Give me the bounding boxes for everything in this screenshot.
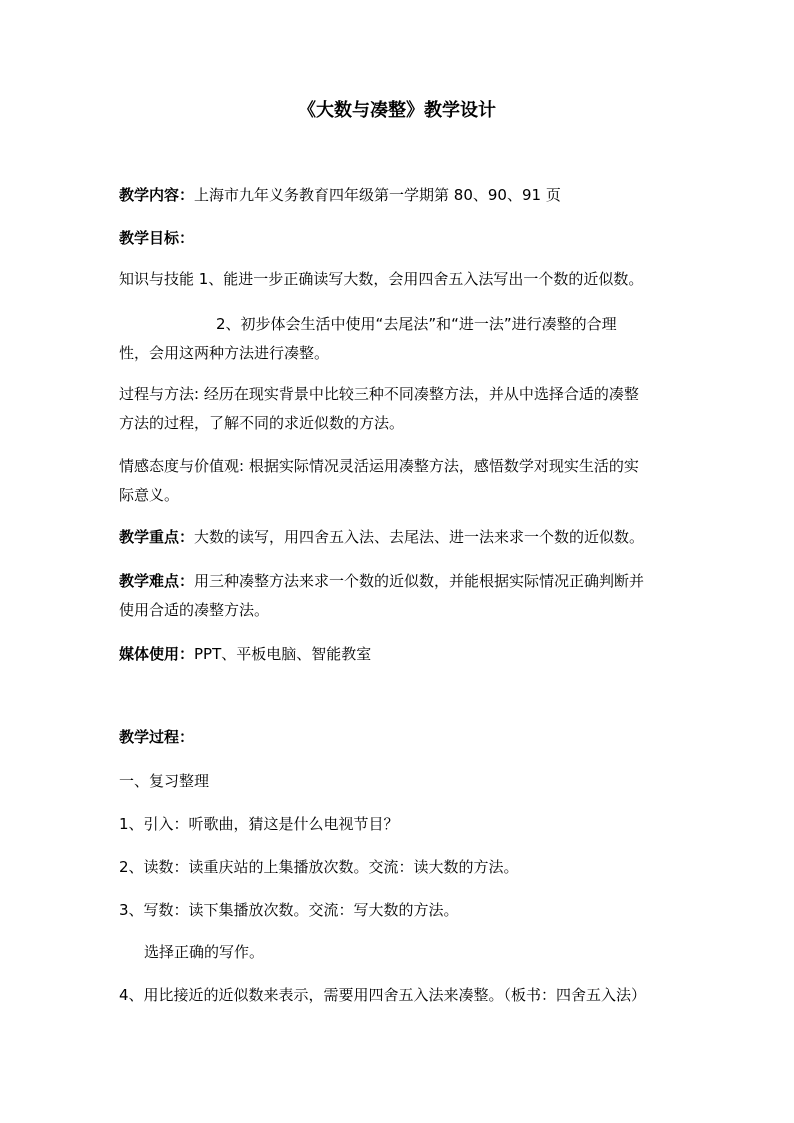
step-introduction: 1、引入：听歌曲，猜这是什么电视节目？ — [119, 815, 399, 833]
teaching-content-text: 上海市九年义务教育四年级第一学期第 80、90、91 页 — [194, 186, 561, 204]
teaching-content-label: 教学内容： — [119, 186, 195, 204]
teaching-content — [119, 181, 679, 210]
step-approximation: 4、用比接近的近似数来表示，需要用四舍五入法来凑整。（板书：四舍五入法） — [119, 986, 647, 1004]
goal-emotion-line2: 际意义。 — [119, 486, 180, 504]
goal-emotion-line1: 情感态度与价值观: 根据实际情况灵活运用凑整方法，感悟数学对现实生活的实 — [119, 457, 639, 475]
difficulty-line1 — [119, 567, 679, 596]
media-text: PPT、平板电脑、智能教室 — [194, 645, 372, 663]
step-writing: 3、写数：读下集播放次数。交流：写大数的方法。 — [119, 901, 459, 919]
goal-knowledge-1: 知识与技能 1、能进一步正确读写大数，会用四舍五入法写出一个数的近似数。 — [119, 270, 644, 288]
goal-knowledge-2-line1: 2、初步体会生活中使用“去尾法”和“进一法”进行凑整的合理 — [216, 315, 617, 333]
step-writing-sub: 选择正确的写作。 — [144, 943, 265, 961]
step-reading: 2、读数：读重庆站的上集播放次数。交流：读大数的方法。 — [119, 858, 519, 876]
teaching-process-label: 教学过程： — [119, 728, 195, 746]
goal-process-line1: 过程与方法: 经历在现实背景中比较三种不同凑整方法，并从中选择合适的凑整 — [119, 385, 639, 403]
key-point-text: 大数的读写，用四舍五入法、去尾法、进一法来求一个数的近似数。 — [194, 528, 645, 546]
key-point — [119, 523, 679, 552]
difficulty-text-line1: 用三种凑整方法来求一个数的近似数，并能根据实际情况正确判断并 — [194, 572, 645, 590]
document-title: 《大数与凑整》教学设计 — [298, 100, 496, 121]
goal-knowledge-2-line2: 性，会用这两种方法进行凑整。 — [119, 344, 330, 362]
section-review: 一、复习整理 — [119, 772, 210, 790]
difficulty-label: 教学难点： — [119, 572, 195, 590]
goal-process-line2: 方法的过程，了解不同的求近似数的方法。 — [119, 414, 405, 432]
key-point-label: 教学重点： — [119, 528, 195, 546]
teaching-goals-label: 教学目标： — [119, 229, 195, 247]
media-use — [119, 640, 679, 669]
media-label: 媒体使用： — [119, 645, 195, 663]
difficulty-text-line2: 使用合适的凑整方法。 — [119, 601, 270, 619]
